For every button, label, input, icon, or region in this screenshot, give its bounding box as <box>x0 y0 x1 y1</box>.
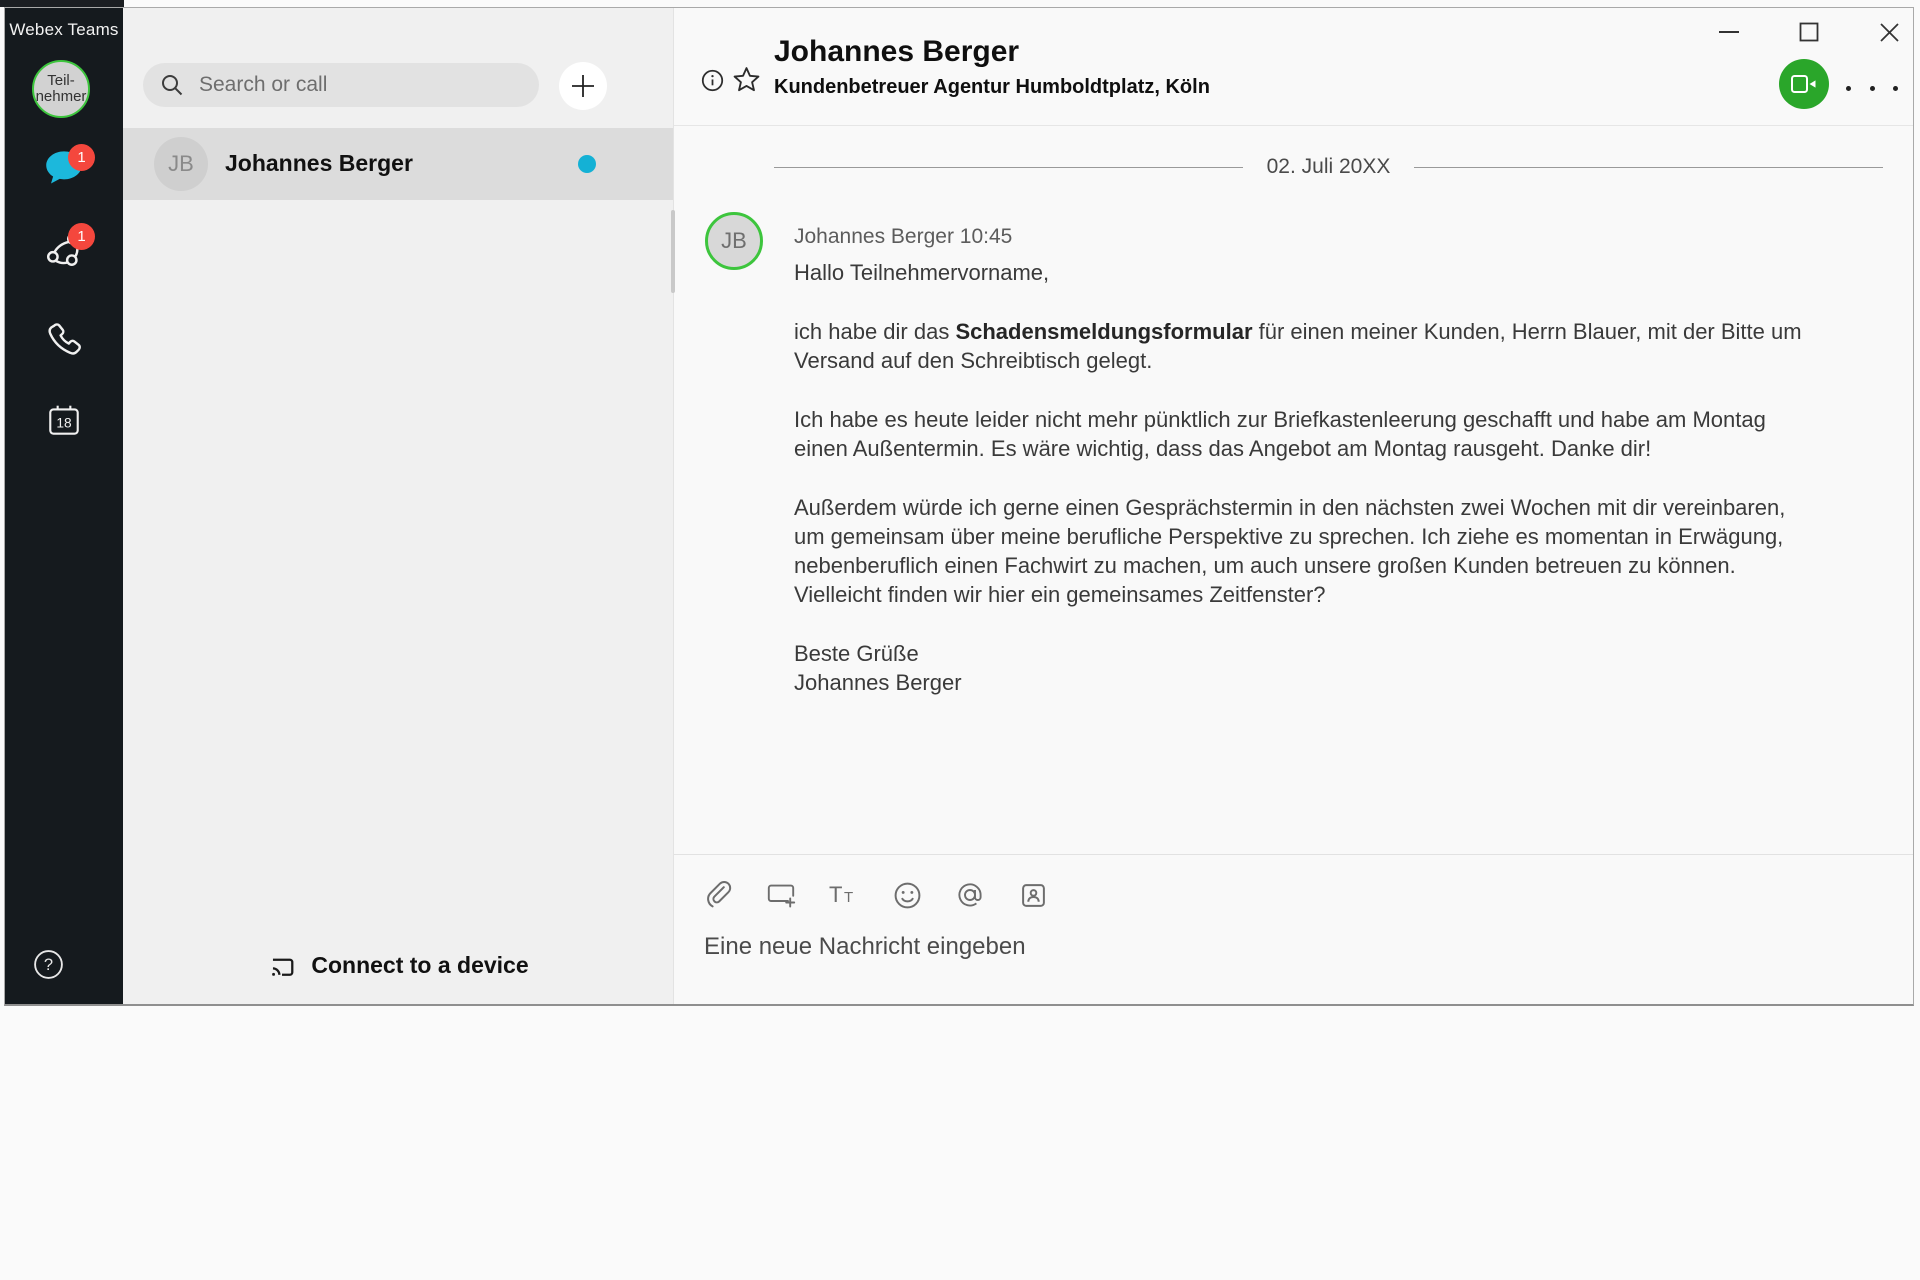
chat-title: Johannes Berger <box>774 35 1020 68</box>
chat-subtitle: Kundenbetreuer Agentur Humboldtplatz, Köln <box>774 76 1210 98</box>
nav-meetings-button[interactable] <box>5 402 123 440</box>
attach-file-button[interactable] <box>702 879 734 911</box>
message-paragraph: Hallo Teilnehmervorname, <box>794 260 1050 285</box>
window-top-edge <box>0 0 124 7</box>
search-bar[interactable] <box>143 63 539 107</box>
nav-chats-button[interactable] <box>5 149 123 187</box>
svg-text:18: 18 <box>56 415 72 431</box>
add-space-button[interactable] <box>559 62 607 110</box>
chats-unread-badge: 1 <box>68 144 95 171</box>
conversation-avatar <box>154 137 208 191</box>
nav-teams-button[interactable] <box>5 229 123 269</box>
more-options-button[interactable] <box>1846 78 1898 98</box>
chat-area <box>673 8 1913 1004</box>
date-divider-label: 02. Juli 20XX <box>1266 155 1391 178</box>
message-paragraph: Außerdem würde ich gerne einen Gesprächstermin in den nächsten zwei Wochen mit dir vereinbaren, um gemeinsam über meine berufliche Perspektive zu sprechen. Ich ziehe es momentan in Erwägung, nebenberuflich einen Fachwirt zu machen, um auch unsere großen Kunden betreuen zu können. Vielleicht finden wir hier ein gemeinsames Zeitfenster? <box>794 495 1786 607</box>
calendar-icon <box>45 402 83 440</box>
screen-capture-button[interactable] <box>765 879 797 911</box>
svg-text:T: T <box>829 882 843 907</box>
question-mark-icon <box>32 948 65 981</box>
close-button[interactable] <box>1875 18 1903 46</box>
message-avatar[interactable] <box>705 212 763 270</box>
video-camera-icon <box>1790 73 1818 95</box>
conversation-avatar-initials: JB <box>168 151 194 176</box>
connect-to-device-button[interactable] <box>123 926 673 1004</box>
info-icon[interactable] <box>701 69 724 92</box>
date-divider <box>774 154 1883 180</box>
teams-unread-badge: 1 <box>68 223 95 250</box>
message-avatar-initials: JB <box>721 228 747 253</box>
message-author: Johannes Berger <box>794 225 954 248</box>
cast-icon <box>267 950 298 981</box>
svg-text:?: ? <box>43 956 54 975</box>
plus-icon <box>570 73 596 99</box>
nav-calls-button[interactable] <box>5 320 123 357</box>
help-button[interactable] <box>32 948 65 981</box>
message-signature: Johannes Berger <box>794 670 962 695</box>
chat-header <box>674 8 1913 126</box>
conversation-name: Johannes Berger <box>225 150 413 176</box>
emoji-button[interactable] <box>891 879 923 911</box>
profile-avatar-line1: Teil- <box>47 72 75 89</box>
favorite-star-icon[interactable] <box>733 66 760 92</box>
message-signoff: Beste Grüße <box>794 641 919 666</box>
message-author-line <box>794 225 1012 249</box>
minimize-button[interactable] <box>1715 18 1743 46</box>
message-composer <box>674 854 1913 1004</box>
search-icon <box>159 72 185 98</box>
text-format-button[interactable] <box>828 879 860 911</box>
ellipsis-icon <box>1846 86 1851 91</box>
message-input[interactable]: Eine neue Nachricht eingeben <box>704 933 1026 960</box>
app-title: Webex Teams <box>9 20 119 39</box>
unread-indicator-dot <box>578 155 596 173</box>
message-timestamp: 10:45 <box>959 225 1013 248</box>
svg-text:T: T <box>844 889 854 906</box>
spaces-panel <box>123 8 673 1004</box>
contact-card-button[interactable] <box>1017 879 1049 911</box>
nav-rail <box>5 8 123 1004</box>
webex-teams-window <box>4 7 1914 1006</box>
message-paragraph: Ich habe es heute leider nicht mehr pünktlich zur Briefkastenleerung geschafft und habe am Montag einen Außentermin. Es wäre wichtig, dass das Angebot am Montag rausgeht. Danke dir! <box>794 407 1766 461</box>
mention-button[interactable] <box>954 879 986 911</box>
phone-icon <box>46 320 83 357</box>
profile-avatar[interactable] <box>32 60 90 118</box>
connect-to-device-label: Connect to a device <box>311 951 529 978</box>
message-body <box>794 258 1804 697</box>
chat-scrollbar[interactable] <box>671 210 675 293</box>
maximize-button[interactable] <box>1795 18 1823 46</box>
video-call-button[interactable] <box>1779 59 1829 109</box>
emphasized-term: Schadensmeldungsformular <box>955 319 1253 344</box>
conversation-list-item[interactable] <box>123 128 673 200</box>
search-input[interactable] <box>197 72 531 98</box>
message-paragraph: ich habe dir das Schadensmeldungsformular für einen meiner Kunden, Herrn Blauer, mit der Bitte um Versand auf den Schreibtisch gelegt. <box>794 319 1802 373</box>
profile-avatar-line2: nehmer <box>35 88 87 105</box>
